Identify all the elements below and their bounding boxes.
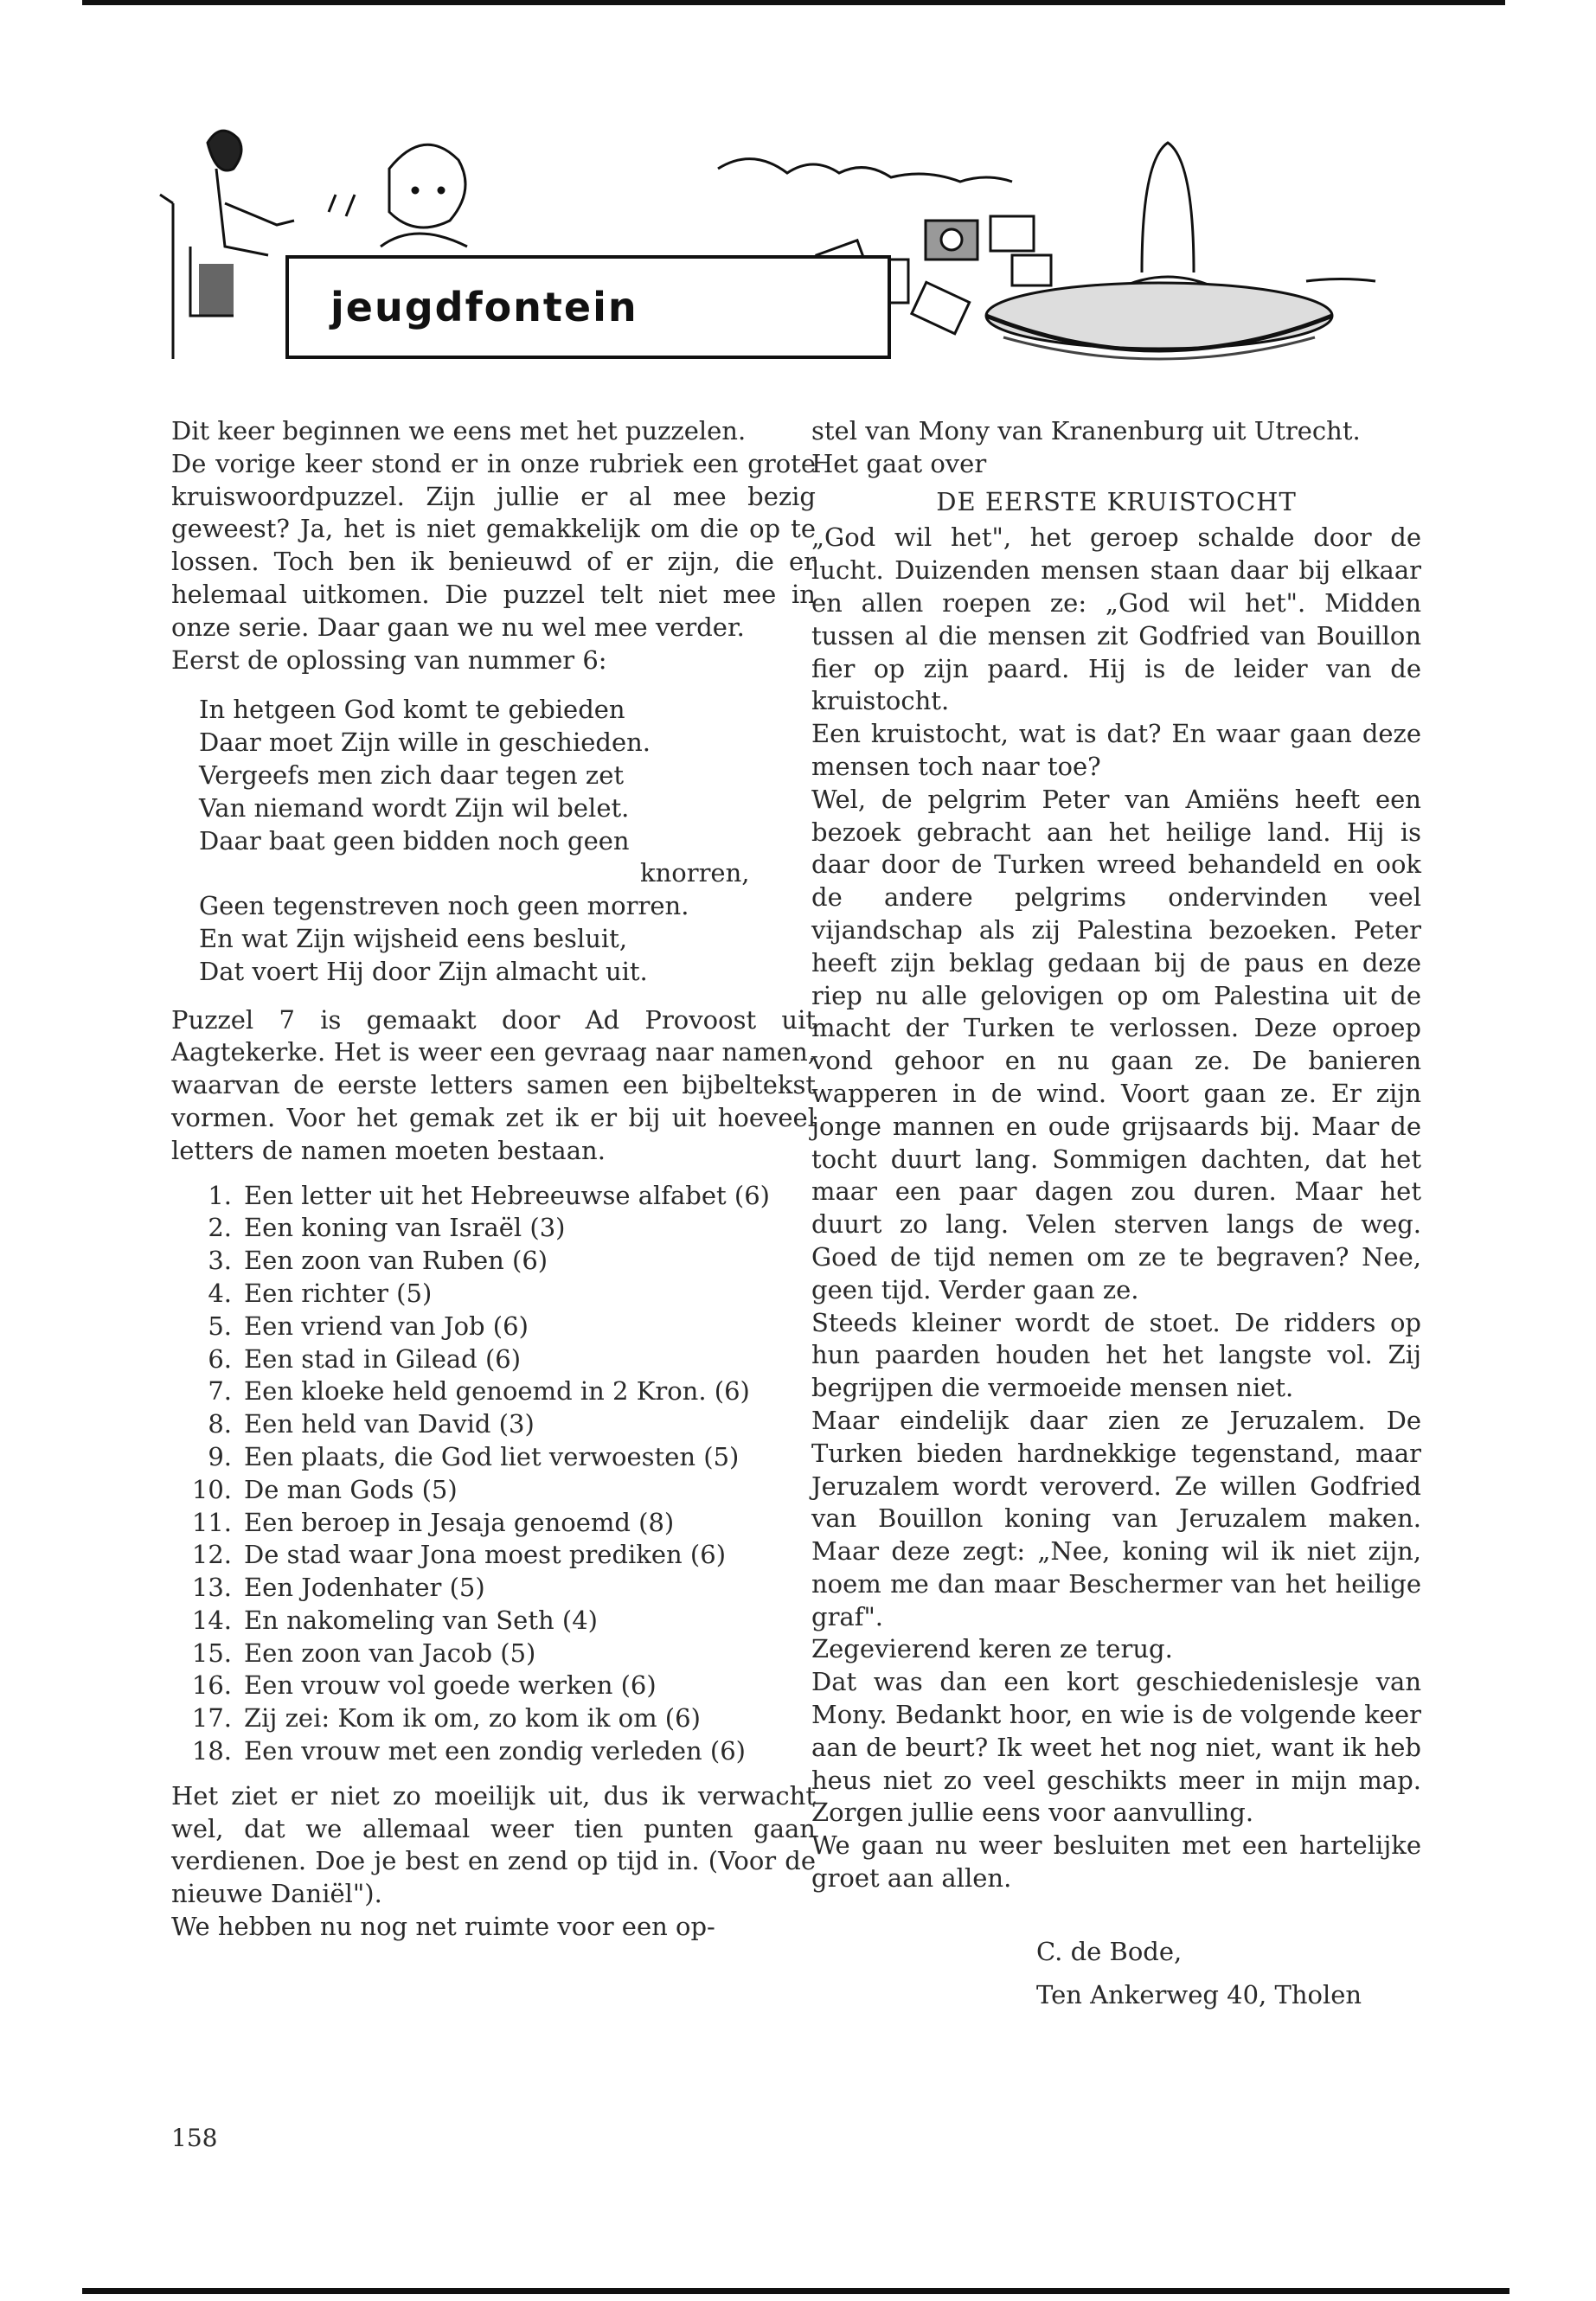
- story-title: DE EERSTE KRUISTOCHT: [936, 486, 1297, 516]
- signature-address: Ten Ankerweg 40, Tholen: [1036, 1979, 1362, 2009]
- outro-paragraph-1: Het ziet er niet zo moeilijk uit, dus ik verwacht wel, dat we allemaal weer tien punten gaan verdienen. Doe je best en zend op tijd in. (Voor de nieuwe Daniël").: [171, 1780, 816, 1909]
- outro-paragraph-2: We hebben nu nog net ruimte voor een op-: [171, 1912, 715, 1942]
- puzzle-list: [171, 1180, 816, 1768]
- poem-line: Geen tegenstreven noch geen morren.: [199, 891, 689, 921]
- poem-line: knorren,: [640, 858, 750, 888]
- header-title-box: [285, 255, 891, 359]
- list-item: 14. En nakomeling van Seth (4): [191, 1605, 598, 1635]
- poem-line: Vergeefs men zich daar tegen zet: [199, 760, 625, 790]
- list-item: 4. Een richter (5): [208, 1278, 433, 1308]
- story-paragraph: Een kruistocht, wat is dat? En waar gaan deze mensen toch naar toe?: [811, 719, 1421, 781]
- right-column: [811, 415, 1421, 2016]
- list-item: 9. Een plaats, die God liet verwoesten (5): [208, 1441, 740, 1471]
- poem-line: En wat Zijn wijsheid eens besluit,: [199, 923, 628, 953]
- bottom-rule: [82, 2288, 1509, 2294]
- left-column: [171, 415, 816, 1944]
- intro-paragraph-3: Eerst de oplossing van nummer 6:: [171, 644, 607, 675]
- signature-name: C. de Bode,: [1036, 1936, 1183, 1966]
- list-item: 3. Een zoon van Ruben (6): [208, 1246, 548, 1276]
- list-item: 15. Een zoon van Jacob (5): [191, 1638, 536, 1668]
- page-number: 158: [171, 2124, 218, 2152]
- poem-line: Daar baat geen bidden noch geen: [199, 825, 630, 856]
- poem-line: Dat voert Hij door Zijn almacht uit.: [199, 956, 648, 986]
- list-item: 10. De man Gods (5): [191, 1474, 458, 1504]
- list-item: 17. Zij zei: Kom ik om, zo kom ik om (6): [191, 1703, 701, 1734]
- intro-paragraph-1: Dit keer beginnen we eens met het puzzelen.: [171, 416, 747, 445]
- intro-paragraph-2: De vorige keer stond er in onze rubriek een grote kruiswoordpuzzel. Zijn jullie er al mee bezig geweest? Ja, het is niet gemakkelijk om die op te lossen. Toch ben ik benieuwd of er zijn, die er helemaal uitkomen. Die puzzel telt niet mee in onze serie. Daar gaan we nu wel mee verder.: [171, 448, 816, 642]
- list-item: 7. Een kloeke held genoemd in 2 Kron. (6): [208, 1376, 750, 1407]
- list-item: 12. De stad waar Jona moest prediken (6): [191, 1540, 727, 1570]
- story-paragraph: Dat was dan een kort geschiedenislesje van Mony. Bedankt hoor, en wie is de volgende keer aan de beurt? Ik weet het nog niet, want ik heb heus niet zo veel geschikts meer in mijn map. Zorgen jullie eens voor aanvulling.: [811, 1667, 1421, 1828]
- poem-line: Daar moet Zijn wille in geschieden.: [199, 727, 651, 758]
- list-item: 18. Een vrouw met een zondig verleden (6): [191, 1736, 746, 1766]
- list-item: 6. Een stad in Gilead (6): [208, 1343, 522, 1374]
- top-rule: [82, 0, 1505, 5]
- story-paragraph: Zegevierend keren ze terug.: [811, 1634, 1173, 1664]
- list-item: 13. Een Jodenhater (5): [191, 1573, 485, 1603]
- list-item: 8. Een held van David (3): [208, 1409, 535, 1439]
- list-item: 1. Een letter uit het Hebreeuwse alfabet (6): [208, 1180, 770, 1210]
- poem-line: Van niemand wordt Zijn wil belet.: [199, 792, 630, 823]
- list-item: 16. Een vrouw vol goede werken (6): [191, 1670, 657, 1701]
- story-paragraph: Steeds kleiner wordt de stoet. De ridders op hun paarden houden het het langste vol. Zij begrijpen die vermoeide mensen niet.: [811, 1307, 1421, 1403]
- story-paragraph: We gaan nu weer besluiten met een hartelijke groet aan allen.: [811, 1830, 1421, 1894]
- lead-line-1: stel van Mony van Kranenburg uit Utrecht.: [811, 416, 1361, 445]
- signature: [811, 1930, 1421, 2016]
- story-paragraph: „God wil het", het geroep schalde door de lucht. Duizenden mensen staan daar bij elkaar en allen roepen ze: „God wil het". Midden tussen al die mensen zit Godfried van Bouillon fier op zijn paard. Hij is de leider van de kruistocht.: [811, 522, 1421, 716]
- puzzle-intro: Puzzel 7 is gemaakt door Ad Provoost uit Aagtekerke. Het is weer een gevraag naar namen, waarvan de eerste letters samen een bijbeltekst vormen. Voor het gemak zet ik er bij uit hoeveel letters de namen moeten bestaan.: [171, 1004, 816, 1165]
- section-header: [156, 117, 1436, 402]
- girl-drawing-icon: [381, 144, 467, 247]
- list-item: 2. Een koning van Israël (3): [208, 1213, 566, 1243]
- list-item: 11. Een beroep in Jesaja genoemd (8): [191, 1507, 675, 1537]
- poem-line: In hetgeen God komt te gebieden: [199, 695, 625, 725]
- list-item: 5. Een vriend van Job (6): [208, 1311, 529, 1341]
- section-title: jeugdfontein: [330, 284, 638, 330]
- solution-poem: [199, 694, 816, 988]
- lead-line-2: Het gaat over: [811, 448, 987, 478]
- story-paragraph: Maar eindelijk daar zien ze Jeruzalem. De Turken bieden hardnekkige tegenstand, maar Jeruzalem wordt veroverd. Ze willen Godfried van Bouillon koning van Jeruzalem maken. Maar deze zegt: „Nee, koning wil ik niet zijn, noem me dan maar Beschermer van het heilige graf".: [811, 1405, 1421, 1631]
- story-paragraph: Wel, de pelgrim Peter van Amiëns heeft een bezoek gebracht aan het heilige land. Hij is daar door de Turken wreed behandeld en ook de andere pelgrims ondervinden veel vijandschap als zij Palestina bezoeken. Peter heeft zijn beklag gedaan bij de paus en deze riep nu alle gelovigen op om Palestina uit de macht der Turken te verlossen. Deze oproep vond gehoor en nu gaan ze. De banieren wapperen in de wind. Voort gaan ze. Er zijn jonge mannen en oude grijsaards bij. Maar de tocht duurt lang. Sommigen dachten, dat het maar een paar dagen zou duren. Maar het duurt zo lang. Velen sterven langs de weg. Goed de tijd nemen om ze te begraven? Nee, geen tijd. Verder gaan ze.: [811, 784, 1421, 1304]
